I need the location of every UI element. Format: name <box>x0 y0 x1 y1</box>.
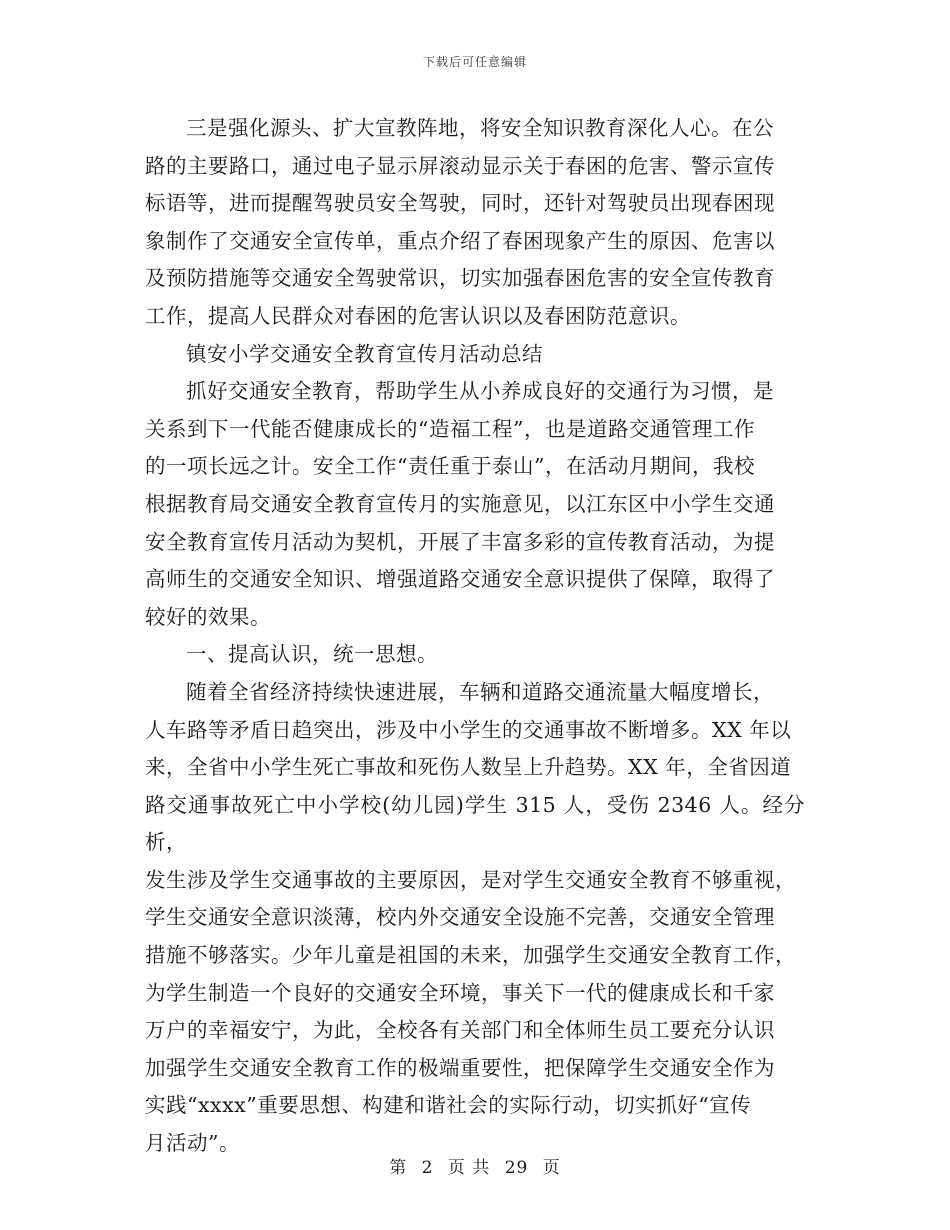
paragraph-background <box>145 674 805 1163</box>
paragraph-line: 月活动”。 <box>145 1131 240 1156</box>
paragraph-line: 学生交通安全意识淡薄，校内外交通安全设施不完善，交通安全管理 <box>145 905 775 930</box>
paragraph-line: 抓好交通安全教育，帮助学生从小养成良好的交通行为习惯，是 <box>186 379 774 404</box>
current-page-number: 2 <box>421 1158 434 1178</box>
paragraph-line: 加强学生交通安全教育工作的极端重要性，把保障学生交通安全作为 <box>145 1055 775 1080</box>
paragraph-intro <box>145 373 805 636</box>
paragraph-line: 随着全省经济持续快速进展，车辆和道路交通流量大幅度增长， <box>186 679 774 704</box>
page-number-footer <box>0 1153 950 1178</box>
paragraph-line: 来，全省中小学生死亡事故和死伤人数呈上升趋势。XX 年，全省因道 <box>145 755 792 780</box>
paragraph-line: 三是强化源头、扩大宣教阵地，将安全知识教育深化人心。在公 <box>186 116 774 140</box>
paragraph-line: 的一项长远之计。安全工作“责任重于泰山”，在活动月期间，我校 <box>145 454 755 479</box>
paragraph-line: 万户的幸福安宁，为此，全校各有关部门和全体师生员工要充分认识 <box>145 1018 775 1043</box>
paragraph-line: 高师生的交通安全知识、增强道路交通安全意识提供了保障，取得了 <box>145 567 775 592</box>
paragraph-line: 关系到下一代能否健康成长的“造福工程”，也是道路交通管理工作 <box>145 416 755 441</box>
document-body <box>145 110 805 1163</box>
paragraph-line: 安全教育宣传月活动为契机，开展了丰富多彩的宣传教育活动，为提 <box>145 529 775 554</box>
paragraph-line: 为学生制造一个良好的交通安全环境，事关下一代的健康成长和千家 <box>145 980 775 1005</box>
section-title-text: 镇安小学交通安全教育宣传月活动总结 <box>186 341 543 366</box>
paragraph-line: 实践“xxxx”重要思想、构建和谐社会的实际行动，切实抓好“宣传 <box>145 1093 752 1118</box>
paragraph-line: 发生涉及学生交通事故的主要原因，是对学生交通安全教育不够重视， <box>145 867 796 892</box>
footer-middle: 页 共 <box>447 1158 491 1178</box>
paragraph-line: 人车路等矛盾日趋突出，涉及中小学生的交通事故不断增多。XX 年以 <box>145 717 792 742</box>
paragraph-line: 根据教育局交通安全教育宣传月的实施意见，以江东区中小学生交通 <box>145 491 775 516</box>
paragraph-line: 工作，提高人民群众对春困的危害认识以及春困防范意识。 <box>145 303 691 328</box>
paragraph-line: 较好的效果。 <box>145 604 271 629</box>
section-heading <box>145 636 805 674</box>
paragraph-source-publicity <box>145 110 805 336</box>
paragraph-line: 象制作了交通安全宣传单，重点介绍了春困现象产生的原因、危害以 <box>145 228 775 253</box>
paragraph-line: 及预防措施等交通安全驾驶常识，切实加强春困危害的安全宣传教育 <box>145 266 775 291</box>
total-page-count: 29 <box>504 1158 529 1178</box>
footer-suffix: 页 <box>542 1158 561 1178</box>
footer-prefix: 第 <box>389 1158 408 1178</box>
paragraph-line: 措施不够落实。少年儿童是祖国的未来，加强学生交通安全教育工作， <box>145 943 796 968</box>
paragraph-line: 路交通事故死亡中小学校(幼儿园)学生 315 人，受伤 2346 人。经分析， <box>145 792 805 855</box>
paragraph-line: 路的主要路口，通过电子显示屏滚动显示关于春困的危害、警示宣传 <box>145 153 775 178</box>
section-title <box>145 336 805 374</box>
paragraph-line: 标语等，进而提醒驾驶员安全驾驶，同时，还针对驾驶员出现春困现 <box>145 191 775 216</box>
section-heading-text: 一、提高认识，统一思想。 <box>186 642 438 667</box>
page-header-caption: 下载后可任意编辑 <box>422 55 527 69</box>
